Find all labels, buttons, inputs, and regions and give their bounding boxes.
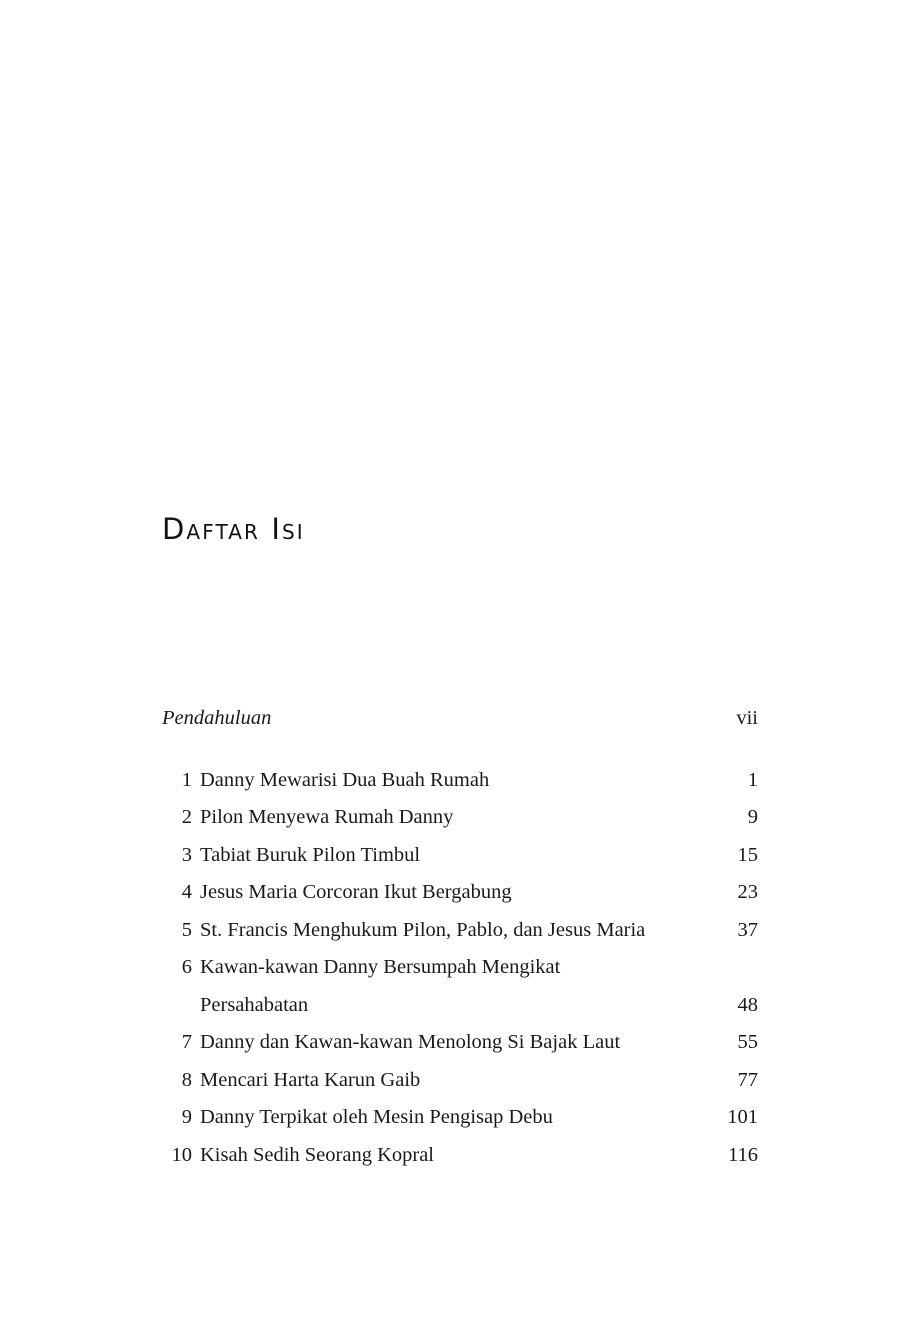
- toc-entry-page: 15: [737, 843, 758, 866]
- toc-entry-page: 1: [747, 768, 758, 791]
- toc-entry-title: Kisah Sedih Seorang Kopral: [200, 1143, 434, 1166]
- toc-entry-number: 5: [181, 918, 192, 941]
- toc-row[interactable]: [162, 837, 758, 875]
- toc-entry-title: St. Francis Menghukum Pilon, Pablo, dan Jesus Maria: [200, 918, 646, 941]
- toc-entry-number: 6: [181, 956, 192, 978]
- toc-entry-page: 55: [737, 1031, 758, 1053]
- toc-entry-page: 77: [737, 1068, 758, 1091]
- toc-entry-title: Danny Terpikat oleh Mesin Pengisap Debu: [200, 1106, 553, 1128]
- toc-row[interactable]: [162, 1024, 758, 1062]
- toc-entry-number: 7: [181, 1031, 192, 1053]
- toc-row[interactable]: [162, 949, 758, 1024]
- toc-row[interactable]: [162, 1137, 758, 1175]
- toc-entry-title: Jesus Maria Corcoran Ikut Bergabung: [200, 881, 512, 903]
- toc-entry-title: [192, 949, 704, 1024]
- toc-entry-number: 2: [181, 806, 192, 828]
- toc-entry-number: 10: [171, 1143, 192, 1166]
- toc-entry-page: 48: [737, 993, 758, 1016]
- toc-entry-number: 8: [181, 1068, 192, 1091]
- toc-row[interactable]: [162, 1099, 758, 1137]
- toc-row[interactable]: [162, 912, 758, 950]
- toc-row[interactable]: [162, 874, 758, 912]
- toc-entry-number: 3: [181, 843, 192, 866]
- toc-entry-number: 1: [181, 768, 192, 791]
- toc-entry-number: 9: [181, 1106, 192, 1128]
- toc-entry-title: Pilon Menyewa Rumah Danny: [200, 806, 454, 828]
- toc-entry-page: vii: [736, 707, 758, 729]
- toc-entry-title: Tabiat Buruk Pilon Timbul: [200, 843, 421, 866]
- toc-entry-page: 23: [737, 881, 758, 903]
- toc-entry-page: 37: [737, 918, 758, 941]
- toc-row[interactable]: [162, 799, 758, 837]
- toc-entry-title-line1: Kawan-kawan Danny Bersumpah Mengikat: [200, 956, 561, 978]
- page-title: Daftar Isi: [162, 512, 305, 546]
- toc-entry-title: Mencari Harta Karun Gaib: [200, 1068, 421, 1091]
- toc-entry-page: 116: [728, 1143, 758, 1166]
- toc-front-matter-row[interactable]: [162, 700, 758, 738]
- toc-entry-title: Danny Mewarisi Dua Buah Rumah: [200, 768, 490, 791]
- toc-entry-page: 9: [747, 806, 758, 828]
- table-of-contents: [162, 700, 758, 1174]
- toc-row[interactable]: [162, 762, 758, 800]
- toc-entry-title: Pendahuluan: [162, 707, 272, 729]
- toc-entry-number: 4: [181, 881, 192, 903]
- toc-entry-page: 101: [727, 1106, 758, 1128]
- toc-row[interactable]: [162, 1062, 758, 1100]
- toc-entry-title: Danny dan Kawan-kawan Menolong Si Bajak Laut: [200, 1031, 621, 1053]
- toc-entry-title-line2: Persahabatan: [200, 993, 309, 1016]
